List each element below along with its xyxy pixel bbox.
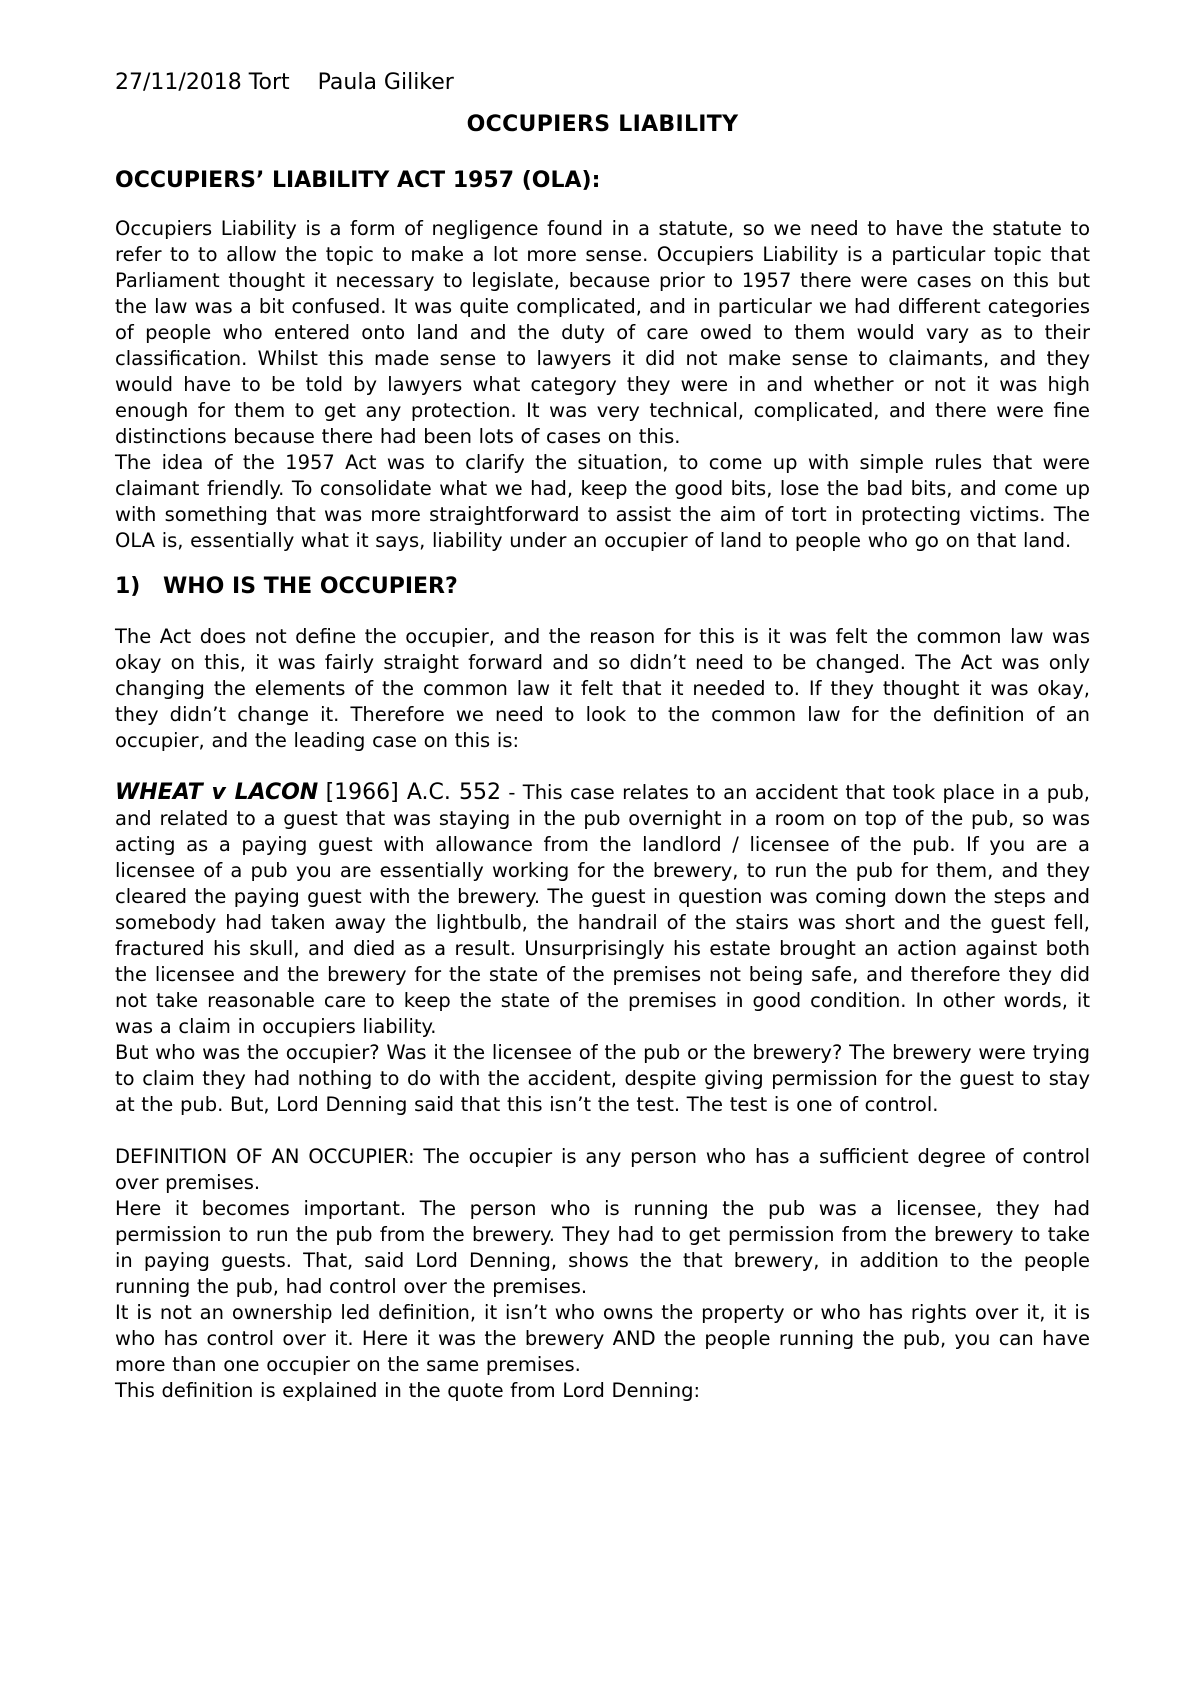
case-paragraph-2: But who was the occupier? Was it the licensee of the pub or the brewery? The brewery were trying to claim they had nothing to do with the accident, despite giving permission for the guest to stay at the pub. But, Lord Denning said that this isn’t the test. The test is one of control. <box>115 1041 1090 1116</box>
spacer <box>115 754 1090 780</box>
author-name: Paula Giliker <box>317 70 454 95</box>
document-page <box>115 68 1090 1404</box>
explanation-paragraph-2: It is not an ownership led definition, it isn’t who owns the property or who has rights over it, it is who has control over it. Here it was the brewery AND the people running the pub, you can have more than one occupier on the same premises. <box>115 1301 1090 1376</box>
case-citation: [1966] A.C. 552 <box>325 780 502 805</box>
definition-paragraph: DEFINITION OF AN OCCUPIER: The occupier is any person who has a sufficient degree of control over premises. <box>115 1145 1090 1194</box>
case-paragraph <box>115 780 1090 1040</box>
case-description: - This case relates to an accident that took place in a pub, and related to a guest that was staying in the pub overnight in a room on top of the pub, so was acting as a paying guest with allowance from the landlord / licensee of the pub. If you are a licensee of a pub you are essentially working for the brewery, to run the pub for them, and they cleared the paying guest with the brewery. The guest in question was coming down the steps and somebody had taken away the lightbulb, the handrail of the stairs was short and the guest fell, fractured his skull, and died as a result. Unsurprisingly his estate brought an action against both the licensee and the brewery for the state of the premises not being safe, and therefore they did not take reasonable care to keep the state of the premises in good condition. In other words, it was a claim in occupiers liability. <box>115 781 1091 1038</box>
document-title: OCCUPIERS LIABILITY <box>466 112 739 137</box>
section-1-paragraph: The Act does not define the occupier, and the reason for this is it was felt the common law was okay on this, it was fairly straight forward and so didn’t need to be changed. The Act was only changing the elements of the common law it felt that it needed to. If they thought it was okay, they didn’t change it. Therefore we need to look to the common law for the definition of an occupier, and the leading case on this is: <box>115 625 1090 752</box>
act-heading: OCCUPIERS’ LIABILITY ACT 1957 (OLA): <box>115 168 601 193</box>
explanation-paragraph-1: Here it becomes important. The person who is running the pub was a licensee, they had permission to run the pub from the brewery. They had to get permission from the brewery to take in paying guests. That, said Lord Denning, shows the that brewery, in addition to the people running the pub, had control over the premises. <box>115 1197 1090 1298</box>
date-course: 27/11/2018 Tort <box>115 70 290 95</box>
case-name: WHEAT v LACON <box>115 780 319 805</box>
intro-paragraph-1: Occupiers Liability is a form of negligence found in a statute, so we need to have the statute to refer to to allow the topic to make a lot more sense. Occupiers Liability is a particular topic that Parliament thought it necessary to legislate, because prior to 1957 there were cases on this but the law was a bit confused. It was quite complicated, and in particular we had different categories of people who entered onto land and the duty of care owed to them would vary as to their classification. Whilst this made sense to lawyers it did not make sense to claimants, and they would have to be told by lawyers what category they were in and whether or not it was high enough for them to get any protection. It was very technical, complicated, and there were fine distinctions because there had been lots of cases on this. <box>115 217 1090 448</box>
explanation-paragraph-3: This definition is explained in the quote from Lord Denning: <box>115 1379 701 1402</box>
document-header <box>115 68 1090 98</box>
section-1-heading <box>115 572 1090 602</box>
spacer <box>115 1118 1090 1144</box>
intro-paragraph-2: The idea of the 1957 Act was to clarify the situation, to come up with simple rules that were claimant friendly. To consolidate what we had, keep the good bits, lose the bad bits, and come up with something that was more straightforward to assist the aim of tort in protecting victims. The OLA is, essentially what it says, liability under an occupier of land to people who go on that land. <box>115 451 1090 552</box>
section-1-title: WHO IS THE OCCUPIER? <box>163 574 458 599</box>
section-1-number: 1) <box>115 574 141 599</box>
